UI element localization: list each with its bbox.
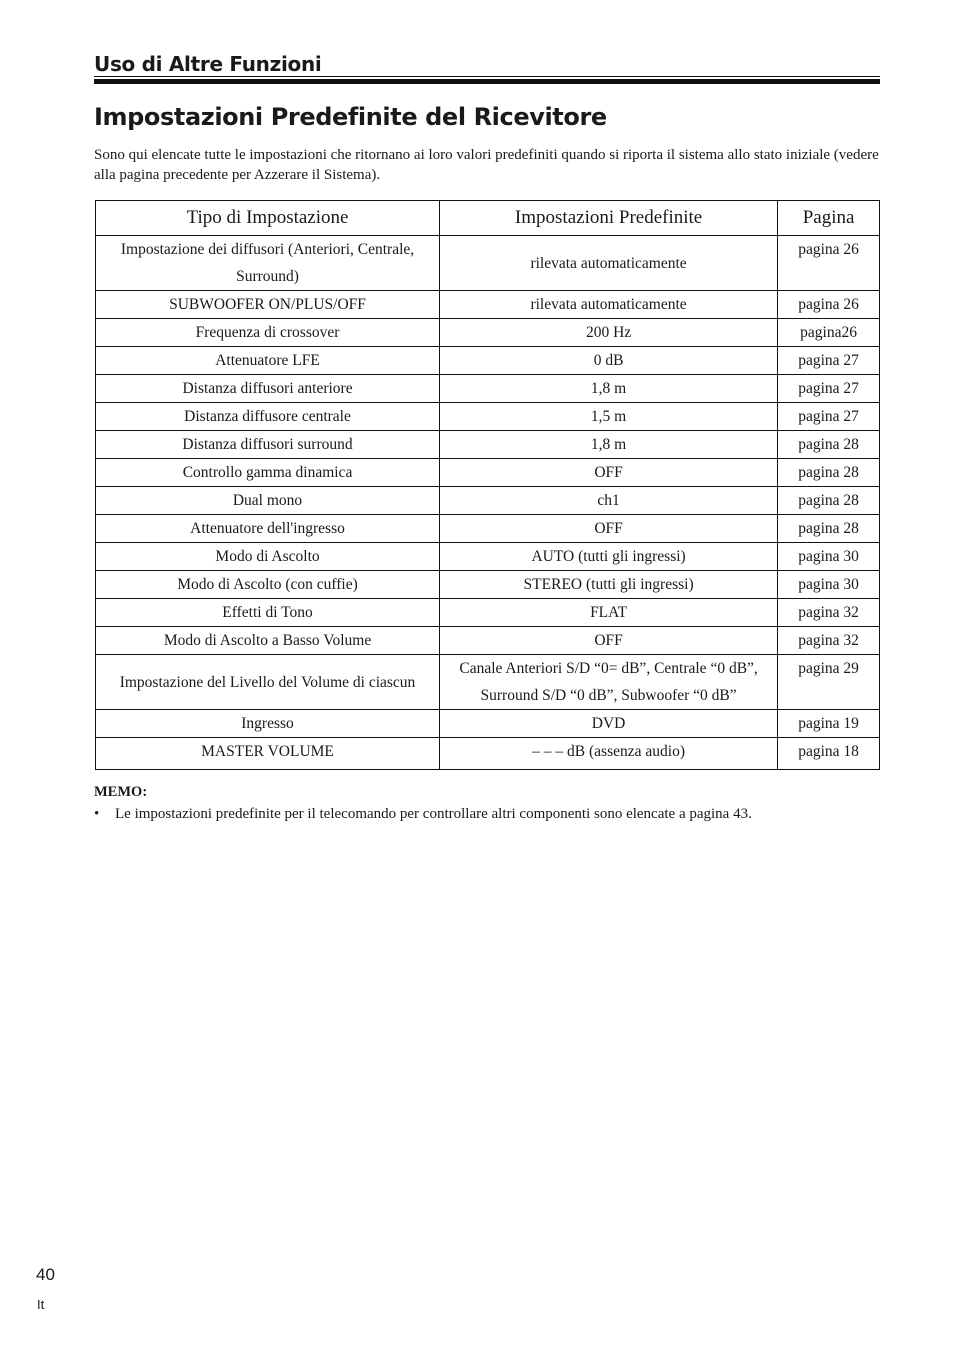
setting-cell: Attenuatore dell'ingresso xyxy=(96,515,440,543)
default-cell: Canale Anteriori S/D “0= dB”, Centrale “0 dB”, Surround S/D “0 dB”, Subwoofer “0 dB” xyxy=(440,655,778,710)
table-row xyxy=(96,459,880,487)
page-cell: pagina 32 xyxy=(778,599,880,627)
table-row xyxy=(96,431,880,459)
setting-cell: Dual mono xyxy=(96,487,440,515)
table-row xyxy=(96,347,880,375)
column-header-page: Pagina xyxy=(778,201,880,236)
page-cell: pagina 27 xyxy=(778,347,880,375)
page-cell: pagina 28 xyxy=(778,487,880,515)
setting-cell: MASTER VOLUME xyxy=(96,738,440,770)
table-row xyxy=(96,599,880,627)
header-rule-thick xyxy=(94,79,880,84)
table-row xyxy=(96,627,880,655)
default-cell: 0 dB xyxy=(440,347,778,375)
column-header-default: Impostazioni Predefinite xyxy=(440,201,778,236)
page-cell: pagina 32 xyxy=(778,627,880,655)
page-cell: pagina 19 xyxy=(778,710,880,738)
setting-cell: Modo di Ascolto a Basso Volume xyxy=(96,627,440,655)
default-cell: OFF xyxy=(440,627,778,655)
default-cell: FLAT xyxy=(440,599,778,627)
setting-cell: Impostazione del Livello del Volume di ciascun xyxy=(96,655,440,710)
page-cell: pagina 30 xyxy=(778,571,880,599)
default-cell: 200 Hz xyxy=(440,319,778,347)
setting-cell: Impostazione dei diffusori (Anteriori, Centrale, Surround) xyxy=(96,236,440,291)
setting-cell: SUBWOOFER ON/PLUS/OFF xyxy=(96,291,440,319)
page-number: 40 xyxy=(36,1265,55,1284)
table-row xyxy=(96,710,880,738)
memo-title: MEMO: xyxy=(94,784,148,800)
setting-cell: Distanza diffusore centrale xyxy=(96,403,440,431)
language-code: It xyxy=(37,1297,45,1312)
default-cell: rilevata automaticamente xyxy=(440,236,778,291)
default-cell: OFF xyxy=(440,515,778,543)
memo-bullet: • xyxy=(94,806,100,822)
default-cell: 1,5 m xyxy=(440,403,778,431)
intro-paragraph: Sono qui elencate tutte le impostazioni che ritornano ai loro valori predefiniti quando si riporta il sistema allo stato iniziale (vedere alla pagina precedente per Azzerare il Sistema). xyxy=(94,147,879,183)
column-header-setting: Tipo di Impostazione xyxy=(96,201,440,236)
page-cell: pagina 28 xyxy=(778,431,880,459)
table-row xyxy=(96,375,880,403)
table-header-row xyxy=(96,201,880,236)
setting-cell: Modo di Ascolto (con cuffie) xyxy=(96,571,440,599)
default-cell: 1,8 m xyxy=(440,431,778,459)
page-cell: pagina 27 xyxy=(778,403,880,431)
memo-item xyxy=(94,804,880,824)
table-row xyxy=(96,319,880,347)
table-row xyxy=(96,291,880,319)
page-cell: pagina 26 xyxy=(778,236,880,291)
default-cell: OFF xyxy=(440,459,778,487)
default-cell: rilevata automaticamente xyxy=(440,291,778,319)
setting-cell: Distanza diffusori surround xyxy=(96,431,440,459)
default-cell: DVD xyxy=(440,710,778,738)
header-rule-thin xyxy=(94,76,880,77)
setting-cell: Ingresso xyxy=(96,710,440,738)
table-row xyxy=(96,236,880,291)
page-cell: pagina26 xyxy=(778,319,880,347)
setting-cell: Frequenza di crossover xyxy=(96,319,440,347)
default-settings-table xyxy=(95,200,880,770)
page-cell: pagina 29 xyxy=(778,655,880,710)
setting-cell: Distanza diffusori anteriore xyxy=(96,375,440,403)
page-cell: pagina 28 xyxy=(778,459,880,487)
table-row xyxy=(96,515,880,543)
default-cell: 1,8 m xyxy=(440,375,778,403)
setting-cell: Attenuatore LFE xyxy=(96,347,440,375)
memo-text: Le impostazioni predefinite per il telecomando per controllare altri componenti sono elencate a pagina 43. xyxy=(115,806,752,822)
setting-cell: Controllo gamma dinamica xyxy=(96,459,440,487)
table-row xyxy=(96,487,880,515)
setting-cell: Effetti di Tono xyxy=(96,599,440,627)
table-row xyxy=(96,403,880,431)
default-cell: AUTO (tutti gli ingressi) xyxy=(440,543,778,571)
table-row xyxy=(96,543,880,571)
page-cell: pagina 27 xyxy=(778,375,880,403)
default-cell: ch1 xyxy=(440,487,778,515)
default-cell: – – – dB (assenza audio) xyxy=(440,738,778,770)
page-cell: pagina 30 xyxy=(778,543,880,571)
page-cell: pagina 18 xyxy=(778,738,880,770)
table-row xyxy=(96,738,880,770)
page-cell: pagina 26 xyxy=(778,291,880,319)
page-cell: pagina 28 xyxy=(778,515,880,543)
setting-cell: Modo di Ascolto xyxy=(96,543,440,571)
page-title: Impostazioni Predefinite del Ricevitore xyxy=(94,103,607,131)
table-row xyxy=(96,571,880,599)
section-header: Uso di Altre Funzioni xyxy=(94,52,322,76)
table-row xyxy=(96,655,880,710)
default-cell: STEREO (tutti gli ingressi) xyxy=(440,571,778,599)
